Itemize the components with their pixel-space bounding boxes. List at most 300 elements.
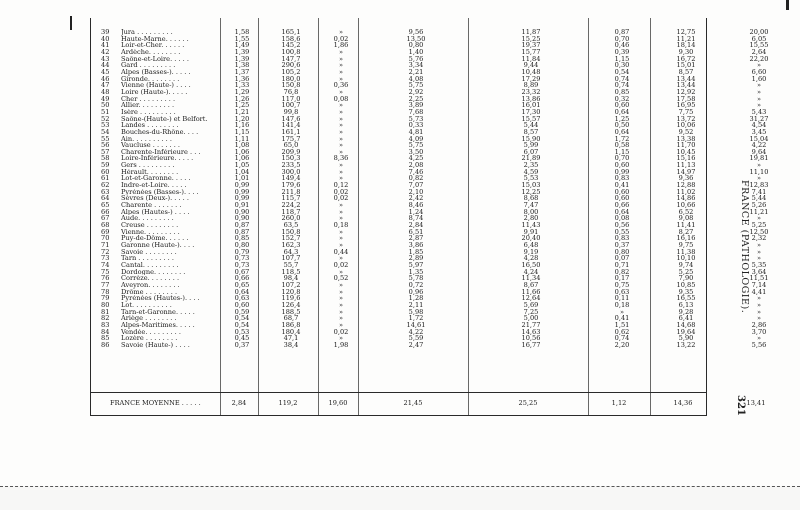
table-cell: 149,4 (281, 175, 301, 183)
table-cell: 1,85 (408, 248, 424, 256)
table-row (98, 295, 799, 302)
table-cell: 1,26 (234, 95, 250, 103)
table-row (98, 122, 799, 129)
table-cell: 13,72 (676, 115, 696, 123)
table-cell: 162,3 (281, 242, 301, 249)
table-cell: 1,60 (751, 75, 767, 83)
table-cell: 17,30 (521, 108, 541, 116)
table-cell: 186,8 (281, 321, 301, 329)
row-number: 77 (101, 281, 110, 289)
table-row (98, 56, 799, 63)
table-cell: 1,40 (408, 48, 424, 56)
table-cell: 2,35 (523, 162, 539, 169)
table-cell: » (338, 75, 344, 83)
table-cell: 2,47 (408, 341, 424, 349)
table-cell: » (338, 242, 344, 249)
table-cell: 2,92 (408, 88, 424, 96)
table-cell: 1,24 (408, 208, 424, 216)
table-cell: 115,7 (281, 195, 301, 203)
table-cell: 4,24 (523, 268, 539, 276)
row-number: 82 (101, 315, 110, 322)
table-cell: 0,72 (408, 281, 424, 289)
pathology-table (98, 29, 799, 349)
department-name: Loir-et-Cher. . . . . . (121, 42, 185, 49)
table-cell: 15,04 (749, 135, 769, 143)
table-cell: 147,7 (281, 55, 301, 63)
table-cell: 11,70 (676, 142, 696, 149)
table-cell: 1,21 (234, 108, 250, 116)
row-number: 73 (101, 255, 110, 262)
table-cell: 16,50 (521, 261, 541, 269)
table-row (98, 255, 799, 262)
table-cell: » (338, 175, 344, 183)
table-cell: 1,98 (333, 341, 349, 349)
table-cell: 0,60 (614, 188, 630, 196)
table-cell: 117,0 (281, 95, 301, 103)
table-cell: 15,55 (749, 42, 769, 49)
table-cell: 7,25 (523, 308, 539, 316)
table-row (98, 116, 799, 123)
table-cell: 11,13 (676, 162, 696, 169)
row-number: 75 (101, 268, 110, 276)
table-row (98, 142, 799, 149)
table-cell: 0,60 (614, 102, 630, 109)
table-cell: » (756, 175, 762, 183)
table-cell: » (338, 48, 344, 56)
table-row (98, 209, 799, 216)
department-name: Sèvres (Deux-). . . . . (121, 195, 189, 203)
table-cell: 0,18 (333, 222, 349, 229)
row-number: 67 (101, 215, 110, 223)
table-cell: 2,42 (408, 195, 424, 203)
table-cell: 1,28 (408, 295, 424, 302)
department-name: Alpes (Basses-). . . . . (121, 68, 191, 76)
table-cell: 2,10 (408, 188, 424, 196)
table-cell: 7,47 (523, 202, 539, 209)
table-cell: 300,0 (281, 168, 301, 176)
table-cell: 9,91 (523, 228, 539, 236)
table-cell: 55,7 (283, 261, 299, 269)
table-cell: 17,58 (676, 95, 696, 103)
table-cell: 1,06 (234, 148, 250, 156)
table-cell: 12,92 (676, 88, 696, 96)
row-number: 62 (101, 182, 110, 189)
table-cell: 1,15 (234, 128, 250, 136)
table-cell: 179,6 (281, 182, 301, 189)
table-cell: 11,41 (676, 222, 696, 229)
table-row (98, 82, 799, 89)
table-row (98, 29, 799, 36)
table-cell: 4,25 (408, 155, 424, 163)
table-cell: 1,39 (234, 48, 250, 56)
summary-value: 119,2 (278, 399, 298, 407)
table-cell: 8,67 (523, 281, 539, 289)
department-name: Lozère . . . . . . . . (121, 335, 178, 342)
table-cell: 64,3 (283, 248, 299, 256)
table-cell: 0,91 (234, 202, 250, 209)
table-cell: 3,86 (408, 242, 424, 249)
table-cell: 233,5 (281, 162, 301, 169)
table-cell: 0,39 (614, 48, 630, 56)
table-cell: 150,8 (281, 82, 301, 89)
table-cell: 0,37 (234, 341, 250, 349)
table-cell: 0,54 (234, 315, 250, 322)
table-cell: 0,02 (333, 35, 349, 43)
table-cell: 68,7 (283, 315, 299, 322)
table-cell: 0,63 (614, 288, 630, 296)
department-name: Ardèche. . . . . . . . (121, 48, 181, 56)
table-cell: 0,55 (614, 228, 630, 236)
table-cell: 2,64 (751, 48, 767, 56)
table-cell: 0,73 (234, 261, 250, 269)
table-cell: 0,32 (614, 95, 630, 103)
row-number: 61 (101, 175, 110, 183)
table-row (98, 189, 799, 196)
table-cell: » (756, 102, 762, 109)
table-cell: 13,50 (406, 35, 426, 43)
department-name: Gers . . . . . . . . . (121, 162, 175, 169)
department-name: Vienne. . . . . . . . . (121, 228, 180, 236)
table-cell: 16,55 (676, 295, 696, 302)
table-row (98, 322, 799, 329)
table-cell: 0,30 (614, 62, 630, 69)
department-name: Aveyron. . . . . . . . (121, 281, 180, 289)
table-cell: 13,38 (676, 135, 696, 143)
table-cell: » (338, 281, 344, 289)
table-cell: 15,01 (676, 62, 696, 69)
table-cell: 0,87 (614, 29, 630, 36)
department-name: Saône-(Haute-) et Belfort. (121, 115, 208, 123)
summary-top-rule (90, 392, 707, 393)
department-name: Vienne (Haute-) . . . . (121, 82, 191, 89)
table-cell: 17,29 (521, 75, 541, 83)
table-cell: 47,1 (283, 335, 299, 342)
table-cell: 9,56 (408, 29, 424, 36)
table-cell: 1,33 (234, 82, 250, 89)
table-cell: 12,64 (521, 295, 541, 302)
table-cell: 105,2 (281, 68, 301, 76)
table-cell: 10,66 (676, 202, 696, 209)
table-cell: 0,90 (234, 208, 250, 216)
department-name: Saône-et-Loire. . . . . (121, 55, 189, 63)
table-cell: 21,89 (521, 155, 541, 163)
row-number: 80 (101, 301, 110, 309)
table-cell: 21,77 (521, 321, 541, 329)
table-cell: 9,30 (678, 48, 694, 56)
table-cell: » (756, 308, 762, 316)
department-name: Indre-et-Loire. . . . . (121, 182, 187, 189)
table-cell: » (338, 215, 344, 223)
table-cell: 5,00 (523, 315, 539, 322)
table-cell: 1,08 (234, 142, 250, 149)
table-cell: » (756, 335, 762, 342)
table-cell: 0,52 (333, 275, 349, 282)
row-number: 76 (101, 275, 110, 282)
table-cell: 5,78 (408, 275, 424, 282)
table-cell: 0,75 (614, 281, 630, 289)
table-cell: 1,15 (614, 148, 630, 156)
table-cell: 0,60 (614, 162, 630, 169)
row-number: 63 (101, 188, 110, 196)
table-cell: 9,08 (678, 215, 694, 223)
table-cell: 15,03 (521, 182, 541, 189)
department-name: Hérault. . . . . . . . (121, 168, 179, 176)
table-cell: 0,74 (614, 82, 630, 89)
table-cell: 180,4 (281, 328, 301, 336)
table-cell: 0,85 (614, 88, 630, 96)
table-cell: 1,39 (234, 55, 250, 63)
table-cell: 0,83 (614, 175, 630, 183)
table-cell: » (756, 215, 762, 223)
row-number: 71 (101, 242, 110, 249)
table-cell: 5,44 (751, 195, 767, 203)
table-cell: 7,75 (678, 108, 694, 116)
table-cell: 5,97 (408, 261, 424, 269)
table-cell: 9,75 (678, 242, 694, 249)
table-cell: 260,0 (281, 215, 301, 223)
table-cell: 98,4 (283, 275, 299, 282)
table-cell: 1,51 (614, 321, 630, 329)
table-cell: » (338, 29, 344, 36)
table-cell: 5,25 (751, 222, 767, 229)
summary-value: 19,60 (328, 399, 348, 407)
table-row (98, 222, 799, 229)
table-cell: 0,56 (614, 222, 630, 229)
table-row (98, 202, 799, 209)
table-cell: 5,43 (751, 108, 767, 116)
page-number: 321 (735, 395, 746, 416)
table-cell: » (338, 335, 344, 342)
table-cell: » (338, 122, 344, 129)
table-row (98, 315, 799, 322)
table-cell: » (756, 248, 762, 256)
table-cell: 0,46 (614, 42, 630, 49)
table-cell: 8,36 (333, 155, 349, 163)
row-number: 41 (101, 42, 110, 49)
row-number: 56 (101, 142, 110, 149)
table-cell: 8,27 (678, 228, 694, 236)
table-cell: » (338, 208, 344, 216)
row-number: 74 (101, 261, 110, 269)
table-cell: 16,72 (676, 55, 696, 63)
table-cell: 1,38 (234, 62, 250, 69)
table-cell: » (756, 62, 762, 69)
table-cell: 1,55 (234, 35, 250, 43)
department-name: Lot-et-Garonne. . . . . (121, 175, 191, 183)
table-cell: 65,0 (283, 142, 299, 149)
table-row (98, 109, 799, 116)
row-number: 54 (101, 128, 110, 136)
row-number: 50 (101, 102, 110, 109)
summary-value: 2,84 (231, 399, 247, 407)
table-cell: » (338, 88, 344, 96)
table-cell: 118,7 (281, 208, 301, 216)
table-cell: 161,1 (281, 128, 301, 136)
table-row (98, 76, 799, 83)
table-cell: 11,21 (676, 35, 696, 43)
table-cell: 9,28 (678, 308, 694, 316)
table-cell: » (756, 88, 762, 96)
table-cell: 2,21 (408, 68, 424, 76)
table-cell: 0,70 (614, 35, 630, 43)
department-name: Gard . . . . . . . . . (121, 62, 176, 69)
department-name: Alpes-Maritimes. . . . . (121, 321, 195, 329)
table-cell: 9,64 (751, 148, 767, 156)
table-cell: 7,41 (751, 188, 767, 196)
department-name: Vendée. . . . . . . . . (121, 328, 181, 336)
table-cell: » (756, 255, 762, 262)
table-cell: 10,10 (676, 255, 696, 262)
table-cell: 0,37 (614, 242, 630, 249)
table-cell: 1,72 (408, 315, 424, 322)
row-number: 45 (101, 68, 110, 76)
table-cell: 145,2 (281, 42, 301, 49)
table-cell: 76,8 (283, 88, 299, 96)
department-name: Haute-Marne. . . . . . (121, 35, 189, 43)
table-cell: 5,90 (678, 335, 694, 342)
table-cell: 14,97 (676, 168, 696, 176)
department-name: Bouches-du-Rhône. . . . (121, 128, 199, 136)
table-cell: 63,5 (283, 222, 299, 229)
row-number: 66 (101, 208, 110, 216)
table-cell: 9,52 (678, 128, 694, 136)
table-cell: » (338, 315, 344, 322)
table-cell: 9,19 (523, 248, 539, 256)
table-cell: 0,08 (614, 215, 630, 223)
department-name: Creuse . . . . . . . . (121, 222, 179, 229)
table-cell: 1,05 (234, 162, 250, 169)
summary-value: 21,45 (403, 399, 423, 407)
table-cell: 3,34 (408, 62, 424, 69)
table-cell: 14,63 (521, 328, 541, 336)
table-row (98, 262, 799, 269)
table-cell: 107,2 (281, 281, 301, 289)
table-cell: 11,21 (749, 208, 769, 216)
table-cell: 19,37 (521, 42, 541, 49)
department-name: Allier. . . . . . . . . (121, 102, 175, 109)
table-cell: 0,41 (614, 315, 630, 322)
table-cell: 126,4 (281, 301, 301, 309)
department-name: Landes . . . . . . . . (121, 122, 179, 129)
table-cell: 1,49 (234, 42, 250, 49)
table-cell: 16,95 (676, 102, 696, 109)
row-number: 58 (101, 155, 110, 163)
table-row (98, 249, 799, 256)
department-name: Dordogne. . . . . . . . (121, 268, 186, 276)
department-name: Alpes (Hautes-) . . . . (121, 208, 190, 216)
table-row (98, 175, 799, 182)
department-name: Gironde. . . . . . . . (121, 75, 180, 83)
row-number: 64 (101, 195, 110, 203)
table-row (98, 342, 799, 349)
table-cell: 0,67 (234, 268, 250, 276)
department-name: Lot. . . . . . . . . . (121, 301, 172, 309)
table-cell: 1,11 (234, 135, 250, 143)
table-row (98, 282, 799, 289)
table-cell: 0,54 (614, 68, 630, 76)
table-cell: 3,50 (408, 148, 424, 156)
table-cell: 2,11 (408, 301, 424, 309)
table-cell: 13,44 (676, 75, 696, 83)
table-cell: 11,10 (749, 168, 769, 176)
table-cell: 4,08 (408, 75, 424, 83)
table-cell: » (619, 308, 625, 316)
table-cell: 0,41 (614, 182, 630, 189)
table-cell: » (338, 62, 344, 69)
table-cell: 1,37 (234, 68, 250, 76)
table-row (98, 136, 799, 143)
department-name: Tarn . . . . . . . . . (121, 255, 174, 262)
table-cell: 1,25 (614, 115, 630, 123)
table-cell: 7,46 (408, 168, 424, 176)
department-name: Loire-Inférieure. . . . . (121, 155, 194, 163)
table-cell: 6,41 (678, 315, 694, 322)
table-cell: 0,87 (234, 228, 250, 236)
table-cell: 12,50 (749, 228, 769, 236)
table-cell: 158,6 (281, 35, 301, 43)
row-number: 72 (101, 248, 110, 256)
table-cell: 0,11 (614, 295, 630, 302)
table-cell: 5,56 (751, 341, 767, 349)
department-name: Charente-Inférieure . . . (121, 148, 201, 156)
summary-value: 1,12 (611, 399, 627, 407)
department-name: Isère . . . . . . . . . (121, 108, 176, 116)
row-number: 60 (101, 168, 110, 176)
table-cell: » (756, 295, 762, 302)
table-cell: 14,86 (676, 195, 696, 203)
table-cell: » (338, 295, 344, 302)
table-row (98, 235, 799, 242)
table-cell: 0,07 (614, 255, 630, 262)
table-cell: 4,28 (523, 255, 539, 262)
table-cell: » (756, 82, 762, 89)
table-cell: 0,53 (234, 328, 250, 336)
row-number: 47 (101, 82, 110, 89)
table-cell: 10,45 (676, 148, 696, 156)
department-name: Tarn-et-Garonne. . . . . (121, 308, 195, 316)
table-cell: 165,1 (281, 29, 301, 36)
table-cell: 9,36 (678, 175, 694, 183)
table-cell: 9,35 (678, 288, 694, 296)
table-cell: 6,52 (678, 208, 694, 216)
table-cell: 0,59 (234, 308, 250, 316)
department-name: Savoie . . . . . . . . (121, 248, 177, 256)
row-number: 79 (101, 295, 110, 302)
table-cell: 16,77 (521, 341, 541, 349)
table-cell: 0,85 (234, 235, 250, 242)
table-cell: » (756, 242, 762, 249)
table-cell: 4,22 (751, 142, 767, 149)
table-cell: 180,0 (281, 75, 301, 83)
table-cell: 1,86 (333, 42, 349, 49)
table-cell: 22,20 (749, 55, 769, 63)
table-cell: 100,8 (281, 48, 301, 56)
table-cell: 0,66 (234, 275, 250, 282)
table-cell: 15,16 (676, 155, 696, 163)
table-row (98, 155, 799, 162)
table-cell: 107,7 (281, 255, 301, 262)
table-cell: 188,5 (281, 308, 301, 316)
table-row (98, 215, 799, 222)
table-cell: » (756, 162, 762, 169)
row-number: 65 (101, 202, 110, 209)
table-cell: 209,9 (281, 148, 301, 156)
table-row (98, 195, 799, 202)
department-name: Garonne (Haute-). . . . (121, 242, 195, 249)
table-cell: 0,60 (614, 195, 630, 203)
table-cell: 147,6 (281, 115, 301, 123)
table-cell: 5,26 (751, 202, 767, 209)
